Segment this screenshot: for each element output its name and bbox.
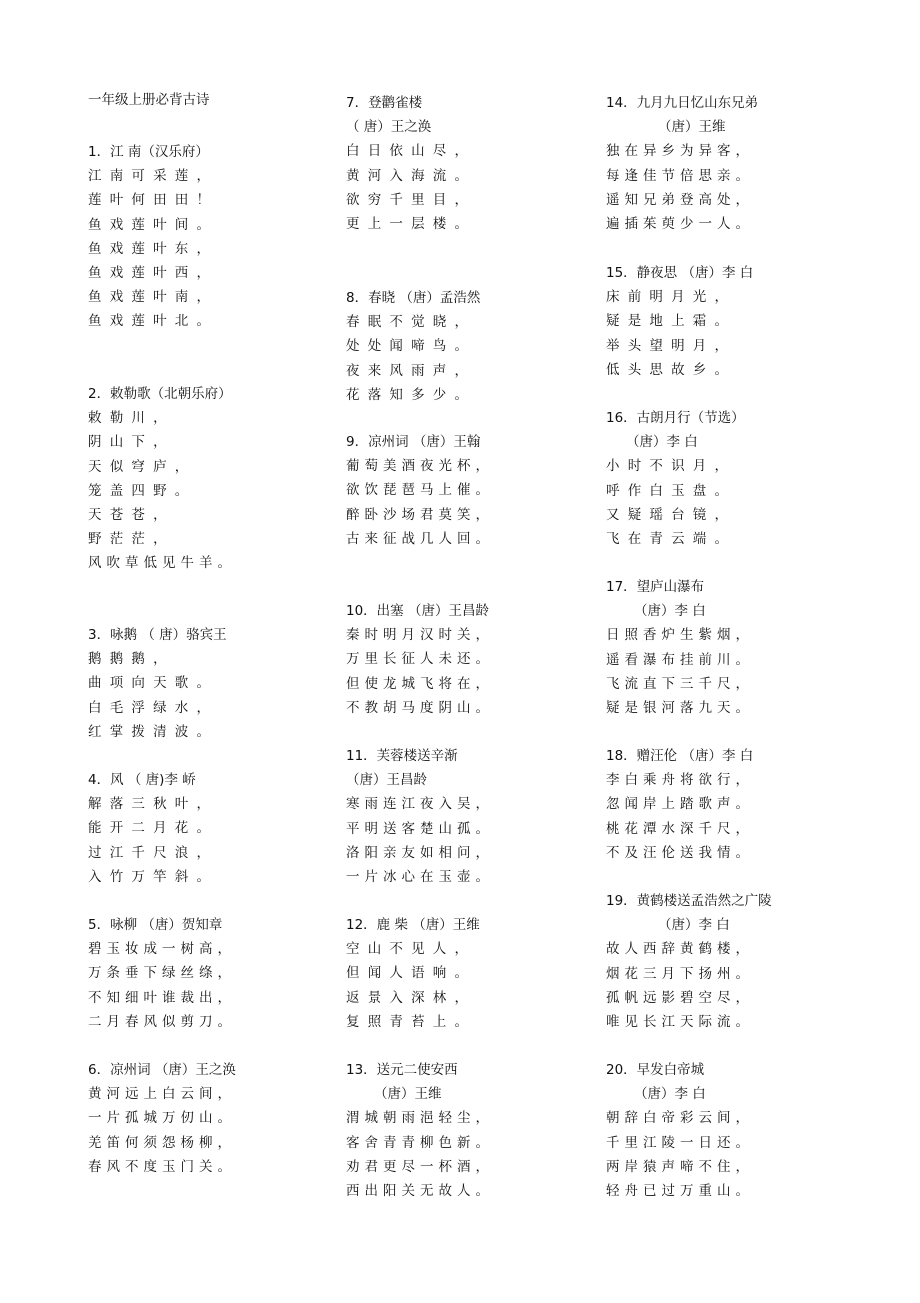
poem-line: 烟花三月下扬州。: [606, 965, 754, 982]
poem-title: 20．早发白帝城: [606, 1062, 705, 1078]
poem-line: 欲饮琵琶马上催。: [346, 482, 494, 499]
poem-line: 但使龙城飞将在，: [346, 675, 494, 692]
page-title: 一年级上册必背古诗: [88, 92, 210, 108]
poem-line: 遥知兄弟登高处，: [606, 191, 754, 208]
poem-line: 一片冰心在玉壶。: [346, 869, 494, 886]
poem-line: 忽闻岸上踏歌声。: [606, 796, 754, 813]
poem-15: [606, 261, 753, 382]
poem-line: 阴山下，: [88, 434, 175, 451]
poem-line: 解落三秋叶，: [88, 796, 219, 813]
poem-line: 孤帆远影碧空尽，: [606, 989, 754, 1006]
poem-line: 不知细叶谁裁出，: [88, 989, 236, 1006]
poem-line: 鱼戏莲叶东，: [88, 240, 219, 257]
poem-2: [88, 382, 236, 576]
poem-line: 飞在青云端。: [606, 531, 737, 548]
poem-author: （ 唐）王之涣: [346, 119, 432, 136]
poem-line: 飞流直下三千尺，: [606, 675, 754, 692]
poem-line: 举头望明月，: [606, 337, 737, 354]
poem-title: 7．登鹳雀楼: [346, 95, 423, 111]
poem-line: 鱼戏莲叶西，: [88, 265, 219, 282]
poem-title: 18．赠汪伦 （唐）李 白: [606, 748, 754, 764]
poem-line: 鱼戏莲叶北。: [88, 313, 219, 330]
poem-line: 渭城朝雨浥轻尘，: [346, 1110, 494, 1127]
poem-title: 16．古朗月行（节选）: [606, 410, 745, 426]
poem-13: [346, 1058, 494, 1203]
poem-line: 红掌拨清波。: [88, 723, 219, 740]
poem-19: [606, 889, 772, 1034]
poem-8: [346, 286, 480, 407]
poem-author: （唐）王维: [658, 119, 726, 136]
poem-title: 9．凉州词 （唐）王翰: [346, 434, 481, 450]
poem-20: [606, 1058, 754, 1203]
poem-line: 复照青苔上。: [346, 1013, 477, 1030]
poem-line: 不及汪伦送我情。: [606, 844, 754, 861]
poem-line: 白毛浮绿水，: [88, 699, 219, 716]
poem-7: [346, 91, 476, 236]
poem-line: 万条垂下绿丝绦，: [88, 965, 236, 982]
poem-line: 鱼戏莲叶间。: [88, 216, 219, 233]
poem-line: 小时不识月，: [606, 458, 737, 475]
poem-line: 花落知多少。: [346, 386, 477, 403]
poem-line: 洛阳亲友如相问，: [346, 844, 494, 861]
poem-line: 过江千尺浪，: [88, 844, 219, 861]
poem-title: 19．黄鹤楼送孟浩然之广陵: [606, 893, 772, 909]
poem-line: 江南可采莲，: [88, 168, 219, 185]
poem-line: 故人西辞黄鹤楼，: [606, 941, 754, 958]
poem-title: 15．静夜思 （唐）李 白: [606, 265, 754, 281]
poem-line: 平明送客楚山孤。: [346, 820, 494, 837]
poem-line: 野茫茫，: [88, 531, 175, 548]
poem-9: [346, 430, 494, 551]
poem-12: [346, 913, 480, 1034]
poem-line: 疑是银河落九天。: [606, 700, 754, 717]
poem-line: 桃花潭水深千尺，: [606, 820, 754, 837]
poem-11: [346, 744, 494, 889]
poem-18: [606, 744, 754, 865]
poem-line: 醉卧沙场君莫笑，: [346, 506, 494, 523]
poem-line: 黄河远上白云间，: [88, 1086, 236, 1103]
poem-line: 更上一层楼。: [346, 216, 477, 233]
poem-author: （唐）李 白: [634, 1086, 706, 1103]
poem-line: 天苍苍，: [88, 507, 175, 524]
poem-title: 6．凉州词 （唐）王之涣: [88, 1062, 236, 1078]
poem-line: 二月春风似剪刀。: [88, 1013, 236, 1030]
poem-line: 遥看瀑布挂前川。: [606, 651, 754, 668]
poem-line: 曲项向天歌。: [88, 675, 219, 692]
poem-line: 黄河入海流。: [346, 167, 477, 184]
poem-author: （唐）李 白: [626, 434, 698, 451]
poem-title: 3．咏鹅 （ 唐）骆宾王: [88, 627, 227, 643]
poem-line: 又疑瑶台镜，: [606, 506, 737, 523]
poem-line: 日照香炉生紫烟，: [606, 627, 754, 644]
poem-line: 春眠不觉晓，: [346, 314, 477, 331]
poem-17: [606, 575, 754, 720]
poem-line: 寒雨连江夜入吴，: [346, 796, 494, 813]
poem-10: [346, 599, 494, 720]
poem-line: 床前明月光，: [606, 289, 737, 306]
poem-line: 鱼戏莲叶南，: [88, 289, 219, 306]
poem-line: 朝辞白帝彩云间，: [606, 1110, 754, 1127]
poem-title: 17．望庐山瀑布: [606, 579, 705, 595]
poem-1: [88, 140, 218, 334]
poem-line: 欲穷千里目，: [346, 191, 477, 208]
poem-5: [88, 913, 236, 1034]
poem-line: 白日依山尽，: [346, 143, 477, 160]
poem-line: 呼作白玉盘。: [606, 482, 737, 499]
poem-line: 西出阳关无故人。: [346, 1183, 494, 1200]
poem-title: 5．咏柳 （唐）贺知章: [88, 917, 223, 933]
poem-line: 千里江陵一日还。: [606, 1134, 754, 1151]
poem-title: 13．送元二使安西: [346, 1062, 458, 1078]
poem-line: 独在异乡为异客，: [606, 143, 754, 160]
poem-line: 笼盖四野。: [88, 482, 197, 499]
poem-author: （唐）李 白: [658, 917, 730, 934]
poem-title: 14．九月九日忆山东兄弟: [606, 95, 759, 111]
poem-line: 能开二月花。: [88, 820, 219, 837]
poem-16: [606, 406, 745, 551]
poem-line: 李白乘舟将欲行，: [606, 772, 754, 789]
poem-line: 古来征战几人回。: [346, 530, 494, 547]
poem-line: 鹅鹅鹅，: [88, 651, 175, 668]
poem-4: [88, 768, 218, 889]
poem-line: 秦时明月汉时关，: [346, 627, 494, 644]
poem-line: 每逢佳节倍思亲。: [606, 167, 754, 184]
poem-line: 葡萄美酒夜光杯，: [346, 458, 494, 475]
poem-line: 春风不度玉门关。: [88, 1158, 236, 1175]
poem-line: 低头思故乡。: [606, 361, 737, 378]
poem-title: 4．风 （ 唐)李 峤: [88, 772, 196, 788]
poem-line: 莲叶何田田！: [88, 192, 219, 209]
poem-title: 10．出塞 （唐）王昌龄: [346, 603, 489, 619]
poem-line: 轻舟已过万重山。: [606, 1183, 754, 1200]
poem-line: 遍插茱萸少一人。: [606, 216, 754, 233]
poem-line: 处处闻啼鸟。: [346, 338, 477, 355]
poem-line: 夜来风雨声，: [346, 362, 477, 379]
poem-author: （唐）李 白: [634, 603, 706, 620]
poem-line: 碧玉妆成一树高，: [88, 941, 236, 958]
poem-line: 两岸猿声啼不住，: [606, 1158, 754, 1175]
poem-line: 客舍青青柳色新。: [346, 1134, 494, 1151]
poem-line: 天似穹庐，: [88, 458, 197, 475]
poem-title: 11．芙蓉楼送辛渐: [346, 748, 458, 764]
poem-line: 万里长征人未还。: [346, 651, 494, 668]
poem-line: 羌笛何须怨杨柳，: [88, 1134, 236, 1151]
poem-author: （唐）王昌龄: [346, 772, 427, 789]
poem-14: [606, 91, 758, 236]
poem-line: 但闻人语响。: [346, 965, 477, 982]
poem-3: [88, 623, 227, 744]
poem-title: 12．鹿 柴 （唐）王维: [346, 917, 480, 933]
poem-line: 唯见长江天际流。: [606, 1014, 754, 1031]
poem-line: 不教胡马度阴山。: [346, 699, 494, 716]
poem-6: [88, 1058, 236, 1179]
poem-line: 劝君更尽一杯酒，: [346, 1158, 494, 1175]
poem-title: 8．春晓 （唐）孟浩然: [346, 290, 481, 306]
poem-line: 入竹万竿斜。: [88, 868, 219, 885]
poem-line: 返景入深林，: [346, 989, 477, 1006]
poem-line: 空山不见人，: [346, 941, 477, 958]
poem-author: （唐）王维: [374, 1086, 442, 1103]
poem-line: 敕勒川，: [88, 410, 175, 427]
poem-line: 一片孤城万仞山。: [88, 1110, 236, 1127]
poem-title: 2．敕勒歌（北朝乐府）: [88, 386, 232, 402]
poem-line: 疑是地上霜。: [606, 313, 737, 330]
poem-title: 1．江 南（汉乐府）: [88, 144, 209, 160]
poem-line: 风吹草低见牛羊。: [88, 555, 236, 572]
